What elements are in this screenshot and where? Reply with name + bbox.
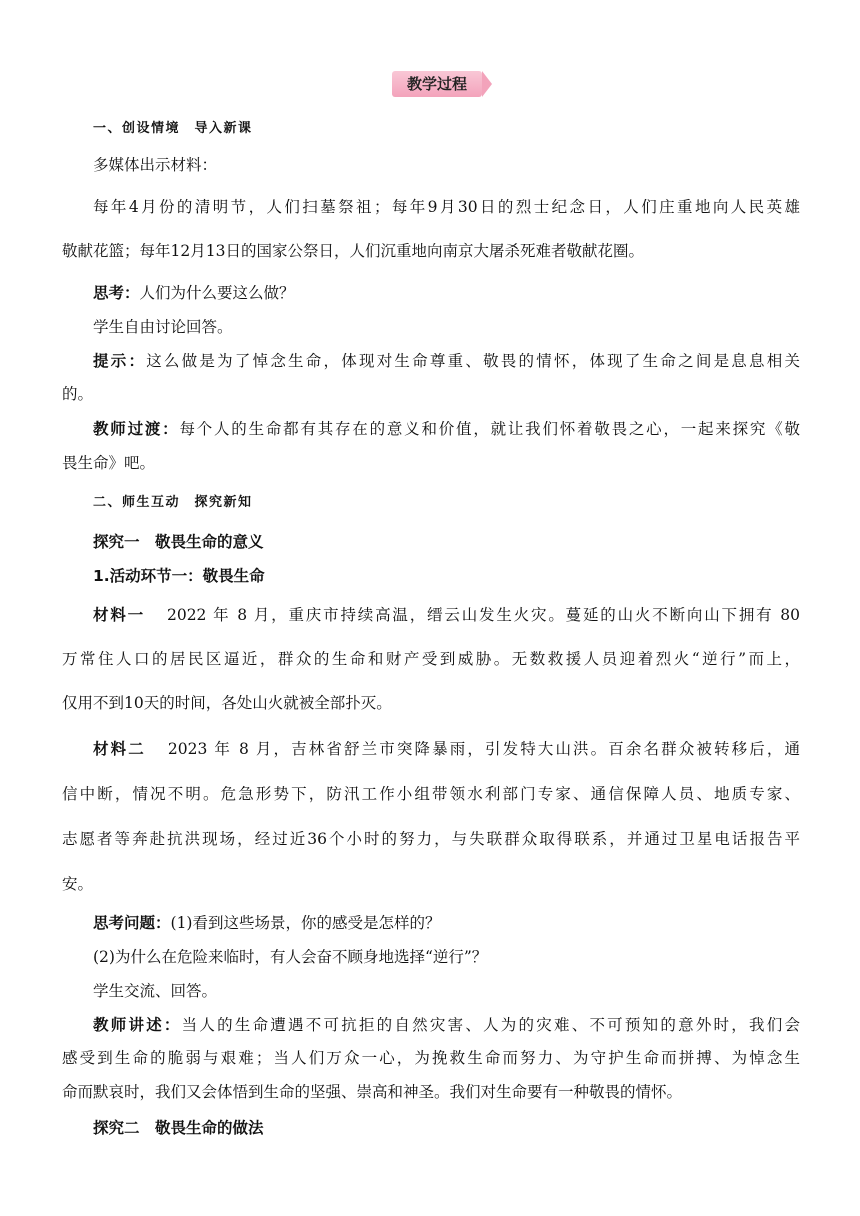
material-2-line-2: 信中断，情况不明。危急形势下，防汛工作小组带领水利部门专家、通信保障人员、地质专家、 <box>62 785 800 803</box>
activity-title: 1.活动环节一：敬畏生命 <box>93 567 265 585</box>
transition-line-1 <box>93 418 800 440</box>
section-heading-2: 二、师生互动 探究新知 <box>93 495 253 510</box>
banner-ribbon-icon <box>392 71 482 97</box>
intro-paragraph-1: 多媒体出示材料： <box>93 156 218 174</box>
teacher-label: 教师讲述： <box>93 1016 182 1034</box>
question-2: (2)为什么在危险来临时，有人会奋不顾身地选择“逆行”？ <box>93 948 488 966</box>
hint-line-2: 的。 <box>62 385 94 403</box>
section-heading-1: 一、创设情境 导入新课 <box>93 121 253 136</box>
hint-line-1 <box>93 350 800 372</box>
banner-title: 教学过程 <box>406 75 467 93</box>
section-banner <box>0 66 860 106</box>
question-1-text: (1)看到这些场景，你的感受是怎样的？ <box>170 914 441 932</box>
transition-text-1: 每个人的生命都有其存在的意义和价值，就让我们怀着敬畏之心，一起来探究《敬 <box>179 420 800 438</box>
transition-line-2: 畏生命》吧。 <box>62 454 156 472</box>
material-1-line-2: 万常住人口的居民区逼近，群众的生命和财产受到威胁。无数救援人员迎着烈火“逆行”而上， <box>62 650 800 668</box>
teacher-text-1: 当人的生命遭遇不可抗拒的自然灾害、人为的灾难、不可预知的意外时，我们会 <box>181 1016 800 1034</box>
question-1 <box>93 912 800 934</box>
material-2-line-1 <box>93 738 800 760</box>
explore-1-title: 探究一 敬畏生命的意义 <box>93 533 264 551</box>
material-1-label: 材料一 <box>93 606 145 624</box>
material-1-line-1 <box>93 604 800 626</box>
think-question <box>93 282 800 304</box>
intro-paragraph-2-line-2: 敬献花篮；每年12月13日的国家公祭日，人们沉重地向南京大屠杀死难者敬献花圈。 <box>62 242 644 260</box>
intro-paragraph-2-line-1: 每年4月份的清明节，人们扫墓祭祖；每年9月30日的烈士纪念日，人们庄重地向人民英雄 <box>93 198 800 216</box>
material-2-label: 材料二 <box>93 740 146 758</box>
answer-line: 学生交流、回答。 <box>93 982 218 1000</box>
teacher-line-3: 命而默哀时，我们又会体悟到生命的坚强、崇高和神圣。我们对生命要有一种敬畏的情怀。 <box>62 1083 683 1101</box>
question-label: 思考问题： <box>93 914 171 932</box>
think-label: 思考： <box>93 284 140 302</box>
transition-label: 教师过渡： <box>93 420 180 438</box>
teacher-line-2: 感受到生命的脆弱与艰难；当人们万众一心，为挽救生命而努力、为守护生命而拼搏、为悼念生 <box>62 1049 800 1067</box>
material-1-text-1: 2022 年 8 月，重庆市持续高温，缙云山发生火灾。蔓延的山火不断向山下拥有 80 <box>166 606 800 624</box>
material-2-text-1: 2023 年 8 月，吉林省舒兰市突降暴雨，引发特大山洪。百余名群众被转移后，通 <box>167 740 800 758</box>
material-1-line-3: 仅用不到10天的时间，各处山火就被全部扑灭。 <box>62 694 392 712</box>
discuss-line: 学生自由讨论回答。 <box>93 318 233 336</box>
hint-text-1: 这么做是为了悼念生命，体现对生命尊重、敬畏的情怀，体现了生命之间是息息相关 <box>146 352 800 370</box>
think-text: 人们为什么要这么做？ <box>139 284 295 302</box>
teacher-line-1 <box>93 1014 800 1036</box>
material-2-line-3: 志愿者等奔赴抗洪现场，经过近36个小时的努力，与失联群众取得联系，并通过卫星电话报告平 <box>62 830 800 848</box>
hint-label: 提示： <box>93 352 147 370</box>
explore-2-title: 探究二 敬畏生命的做法 <box>93 1119 264 1137</box>
material-2-line-4: 安。 <box>62 875 94 893</box>
